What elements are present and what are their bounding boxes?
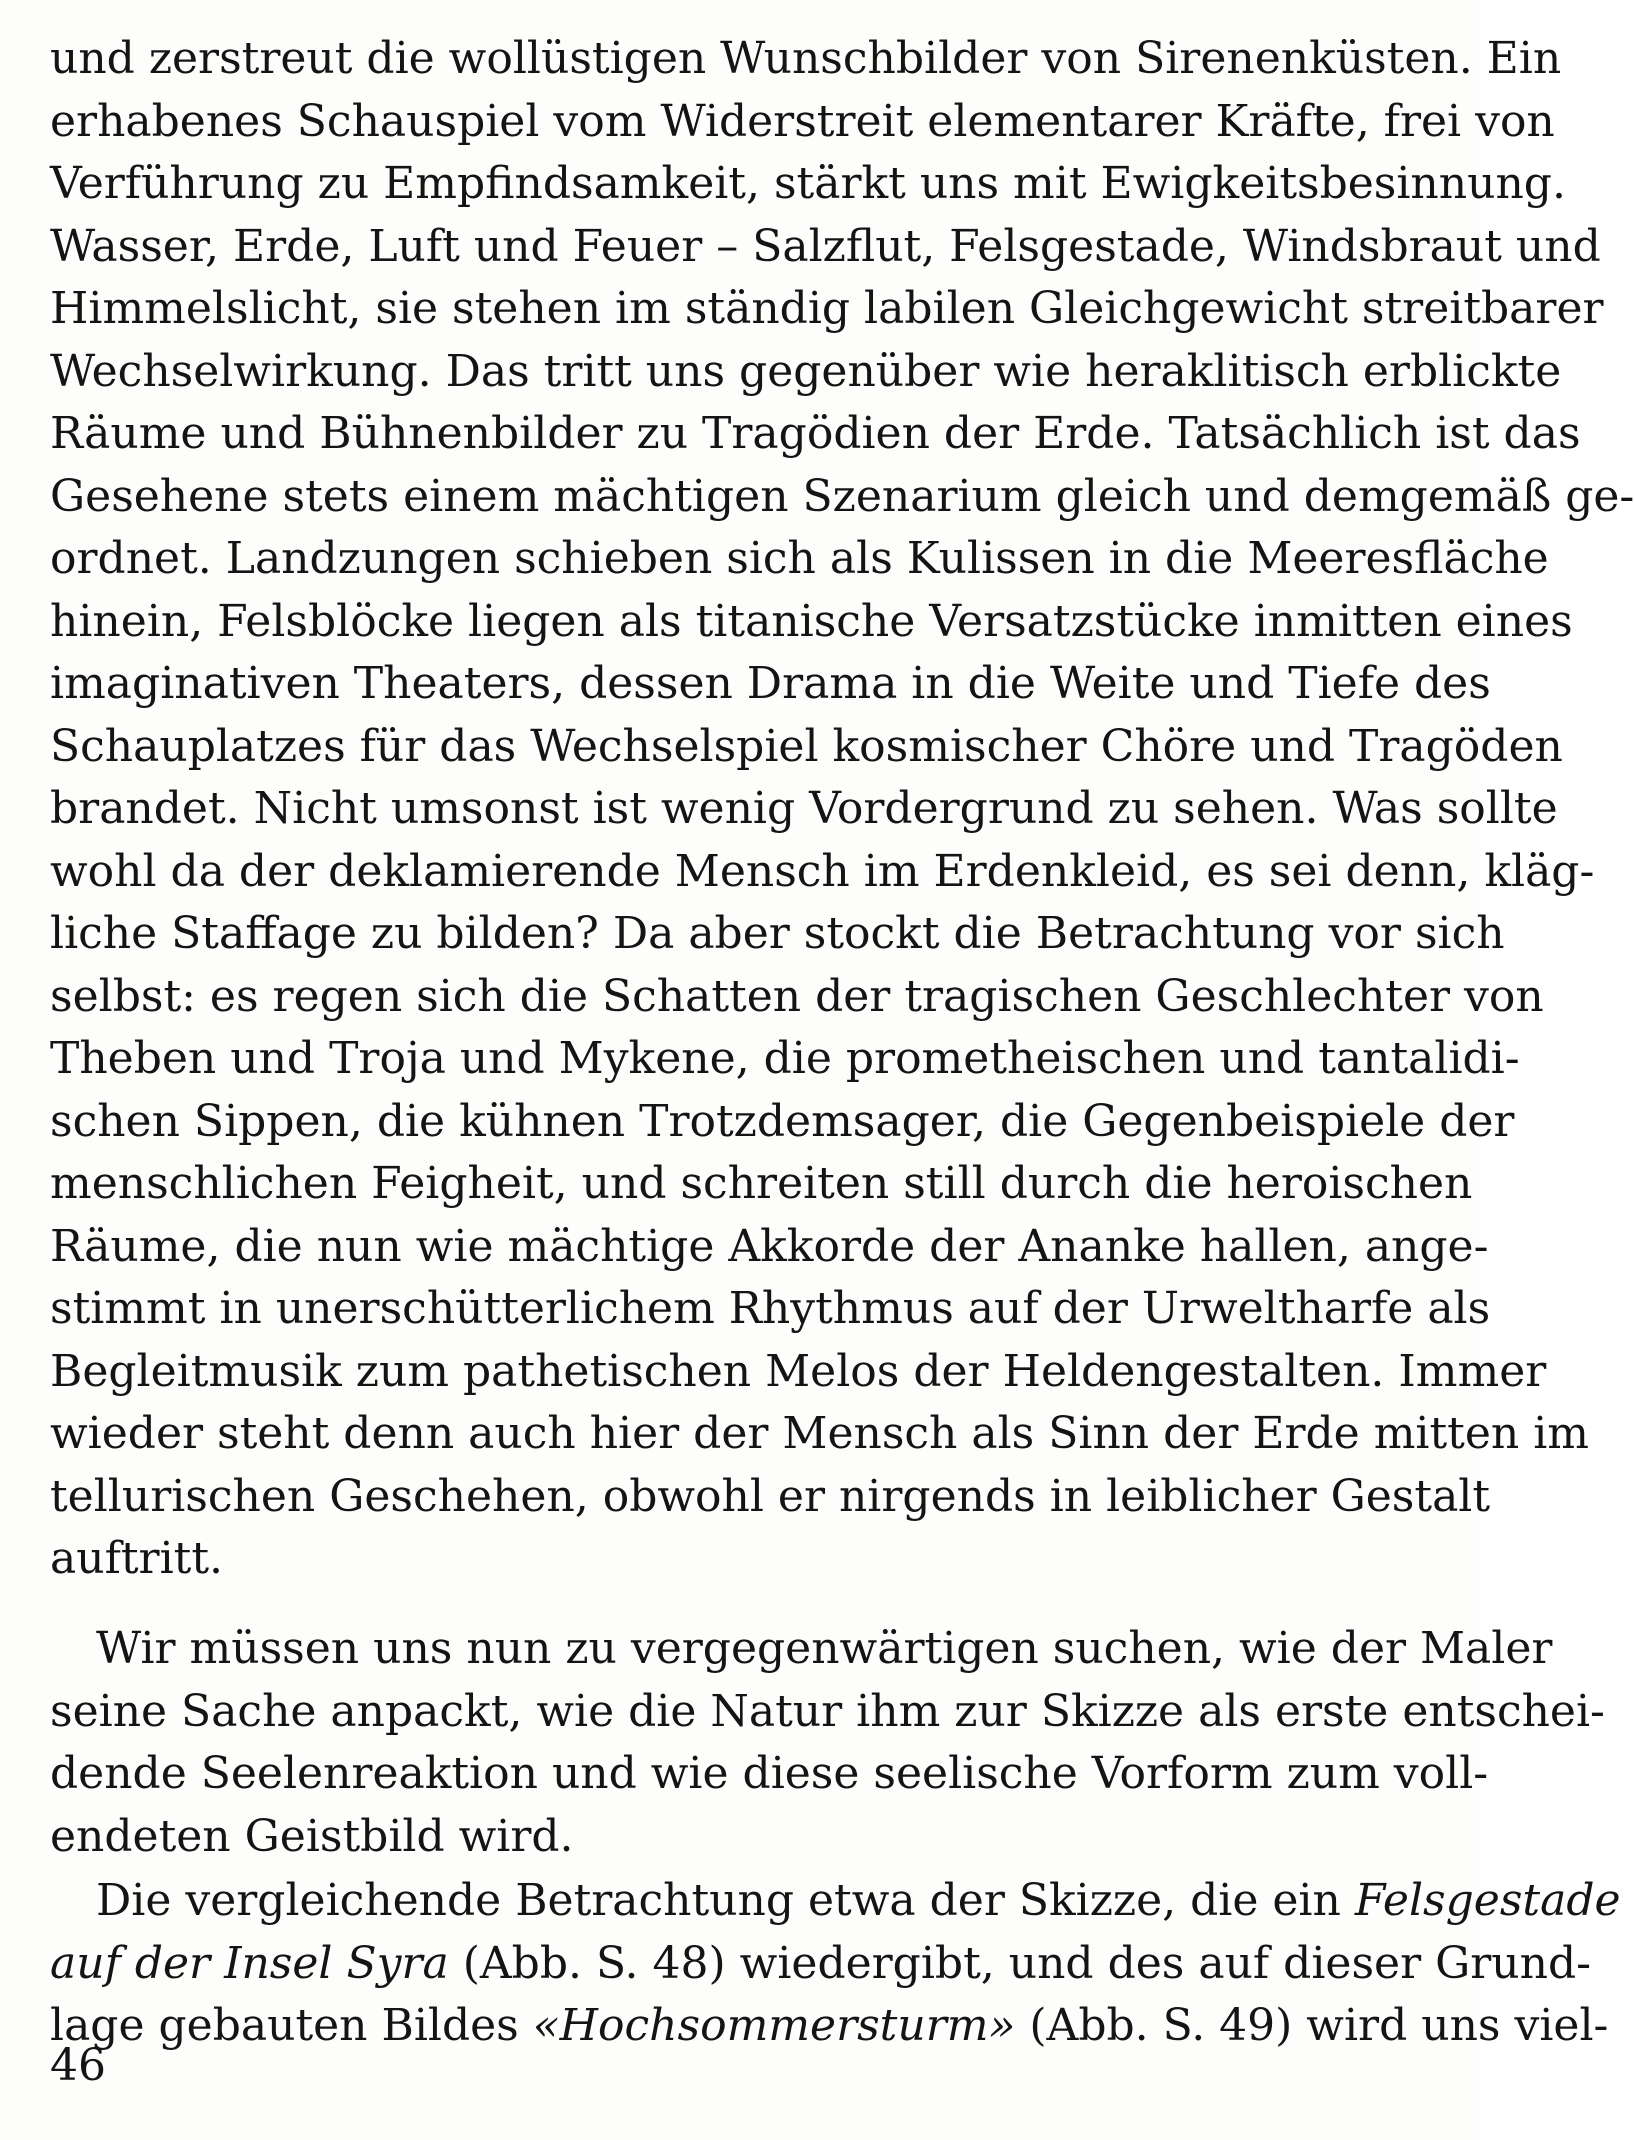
page-number: 46 bbox=[50, 2040, 106, 2091]
text-line: Gesehene stets einem mächtigen Szenarium gleich und demgemäß ge- bbox=[50, 470, 1634, 522]
text-line: Himmelslicht, sie stehen im ständig labilen Gleichgewicht streitbarer bbox=[50, 283, 1604, 334]
text-line: Schauplatzes für das Wechselspiel kosmischer Chöre und Tragöden bbox=[50, 720, 1563, 772]
text-segment: (Abb. S. 48) wiedergibt, und des auf dieser Grund- bbox=[462, 1937, 1591, 1989]
text-line: Wechselwirkung. Das tritt uns gegenüber wie heraklitisch erblickte bbox=[50, 345, 1562, 397]
text-line: brandet. Nicht umsonst ist wenig Vordergrund zu sehen. Was sollte bbox=[50, 783, 1558, 834]
text-line: Begleitmusik zum pathetischen Melos der Heldengestalten. Immer bbox=[50, 1345, 1547, 1397]
text-line: wohl da der deklamierende Mensch im Erdenkleid, es sei denn, kläg- bbox=[50, 845, 1595, 897]
text-line: wieder steht denn auch hier der Mensch als Sinn der Erde mitten im bbox=[50, 1408, 1590, 1459]
text-line: Wasser, Erde, Luft und Feuer – Salzflut, Felsgestade, Windsbraut und bbox=[50, 220, 1601, 272]
text-line: auftritt. bbox=[50, 1533, 223, 1584]
artwork-title: Felsgestade bbox=[1354, 1875, 1621, 1926]
text-segment: Die vergleichende Betrachtung etwa der Skizze, die ein bbox=[96, 1875, 1341, 1926]
text-line: Räume, die nun wie mächtige Akkorde der Ananke hallen, ange- bbox=[50, 1220, 1489, 1272]
artwork-title: auf der Insel Syra bbox=[50, 1937, 449, 1989]
text-segment: (Abb. S. 49) wird uns viel- bbox=[1029, 2000, 1609, 2051]
text-line: Theben und Troja und Mykene, die prometheischen und tantalidi- bbox=[50, 1033, 1520, 1084]
text-line: erhabenes Schauspiel vom Widerstreit elementarer Kräfte, frei von bbox=[50, 95, 1555, 147]
text-line: seine Sache anpackt, wie die Natur ihm zur Skizze als erste entschei- bbox=[50, 1685, 1605, 1737]
text-line: schen Sippen, die kühnen Trotzdemsager, die Gegenbeispiele der bbox=[50, 1095, 1515, 1147]
text-line bbox=[50, 1933, 1591, 1996]
text-line: Räume und Bühnenbilder zu Tragödien der Erde. Tatsächlich ist das bbox=[50, 408, 1581, 459]
text-line: hinein, Felsblöcke liegen als titanische Versatzstücke inmitten eines bbox=[50, 595, 1573, 647]
text-line bbox=[50, 1995, 1609, 2058]
text-line: ordnet. Landzungen schieben sich als Kulissen in die Meeresfläche bbox=[50, 533, 1549, 584]
text-line: dende Seelenreaktion und wie diese seelische Vorform zum voll- bbox=[50, 1748, 1489, 1799]
text-line: stimmt in unerschütterlichem Rhythmus auf der Urweltharfe als bbox=[50, 1283, 1491, 1334]
text-line: endeten Geistbild wird. bbox=[50, 1810, 574, 1862]
text-line: Wir müssen uns nun zu vergegenwärtigen suchen, wie der Maler bbox=[96, 1623, 1553, 1674]
text-line: menschlichen Feigheit, und schreiten still durch die heroischen bbox=[50, 1158, 1473, 1209]
paragraph-3 bbox=[50, 1870, 1621, 2058]
text-line: und zerstreut die wollüstigen Wunschbilder von Sirenenküsten. Ein bbox=[50, 33, 1562, 84]
text-line: imaginativen Theaters, dessen Drama in die Weite und Tiefe des bbox=[50, 658, 1491, 709]
text-line: selbst: es regen sich die Schatten der tragischen Geschlechter von bbox=[50, 970, 1544, 1022]
text-line: tellurischen Geschehen, obwohl er nirgends in leiblicher Gestalt bbox=[50, 1470, 1491, 1522]
paragraph-2 bbox=[50, 1618, 1605, 1868]
text-segment: lage gebauten Bildes bbox=[50, 2000, 519, 2051]
text-line bbox=[50, 1870, 1621, 1933]
text-line: liche Staffage zu bilden? Da aber stockt die Betrachtung vor sich bbox=[50, 908, 1505, 959]
artwork-title: «Hochsommersturm» bbox=[532, 2000, 1016, 2051]
paragraph-1 bbox=[50, 28, 1634, 1591]
text-line: Verführung zu Empfindsamkeit, stärkt uns mit Ewigkeitsbesinnung. bbox=[50, 158, 1566, 209]
